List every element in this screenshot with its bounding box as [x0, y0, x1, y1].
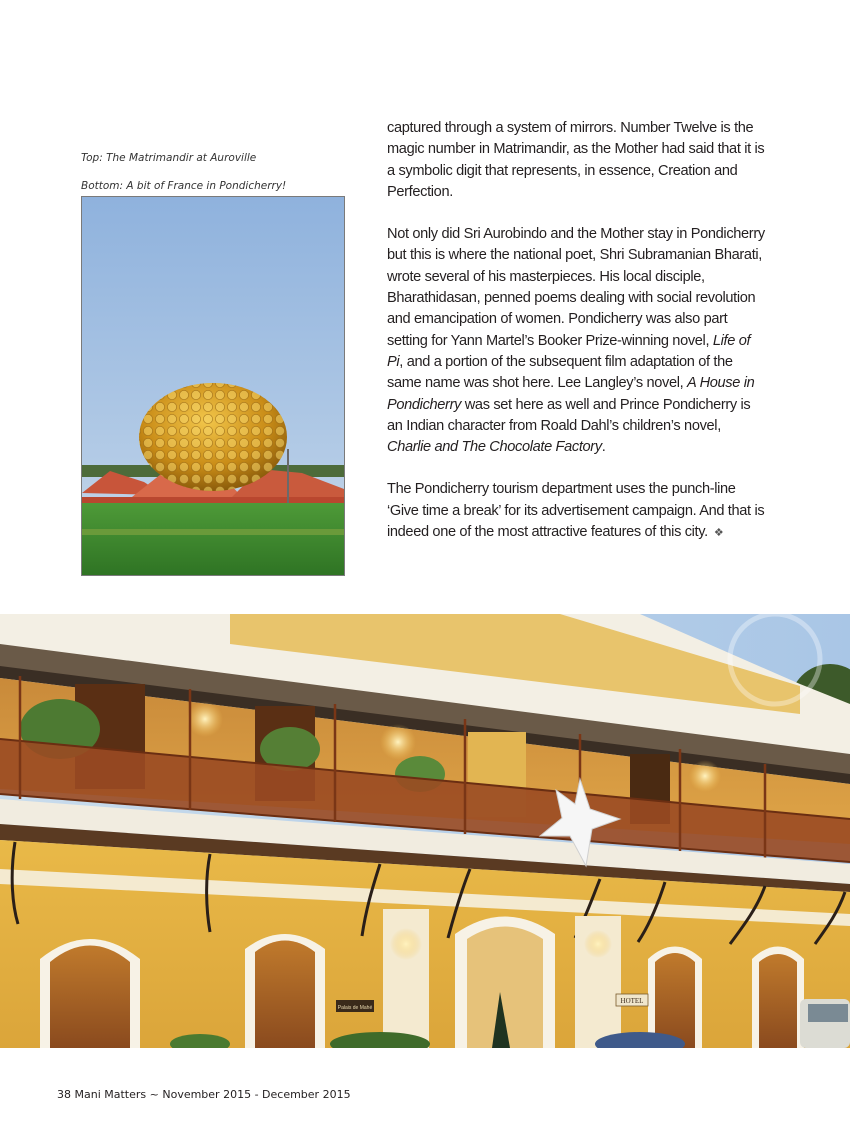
matrimandir-photo	[81, 196, 345, 576]
hotel-sign: HOTEL	[620, 997, 644, 1005]
article-body	[387, 118, 767, 565]
paragraph-2-text-b: , and a portion of the subsequent film adaptation of the same name was shot here. Lee Langley’s novel,	[387, 353, 733, 392]
publication-name: Mani Matters	[74, 1088, 147, 1101]
pondicherry-hotel-photo	[0, 614, 850, 1048]
paragraph-3	[387, 479, 767, 544]
hotel-illustration	[0, 614, 850, 1048]
paragraph-1: captured through a system of mirrors. Number Twelve is the magic number in Matrimandir, as the Mother had said that it is a symbolic digit that represents, in essence, Creation and Perfection.	[387, 120, 765, 200]
paragraph-2-text-c: was set here as well and Prince Pondicherry is an Indian character from Roald Dahl’s children’s novel,	[387, 396, 751, 434]
paragraph-2	[387, 224, 767, 458]
book-title-charlie-chocolate-factory: Charlie and The Chocolate Factory	[387, 439, 602, 456]
paragraph-3-text: The Pondicherry tourism department uses the punch-line ‘Give time a break’ for its advertisement campaign. And that is indeed one of the most attractive features of this city.	[387, 481, 765, 541]
issue-date: November 2015 - December 2015	[162, 1088, 351, 1101]
caption-top: Top: The Matrimandir at Auroville	[81, 152, 257, 164]
page-number: 38	[57, 1088, 71, 1101]
caption-bottom: Bottom: A bit of France in Pondicherry!	[81, 180, 287, 192]
end-mark-icon: ❖	[713, 527, 724, 540]
book-title-house-in-pondicherry: A House in Pondicherry	[387, 375, 755, 413]
plaque-sign: Palais de Mahé	[337, 1005, 373, 1011]
matrimandir-illustration	[82, 197, 344, 575]
footer-separator: ~	[149, 1088, 159, 1101]
paragraph-2-text-a: Not only did Sri Aurobindo and the Mother stay in Pondicherry but this is where the national poet, Shri Subramanian Bharati, wrote several of his masterpieces. His local disciple, Bharathidasan, penned poems dealing with social revolution and emancipation of women. Pondicherry was also part setting for Yann Martel’s Booker Prize-winning novel,	[387, 226, 765, 349]
page-footer	[57, 1088, 351, 1101]
book-title-life-of-pi: Life of Pi	[387, 332, 751, 370]
paragraph-2-text-d: .	[601, 439, 606, 456]
